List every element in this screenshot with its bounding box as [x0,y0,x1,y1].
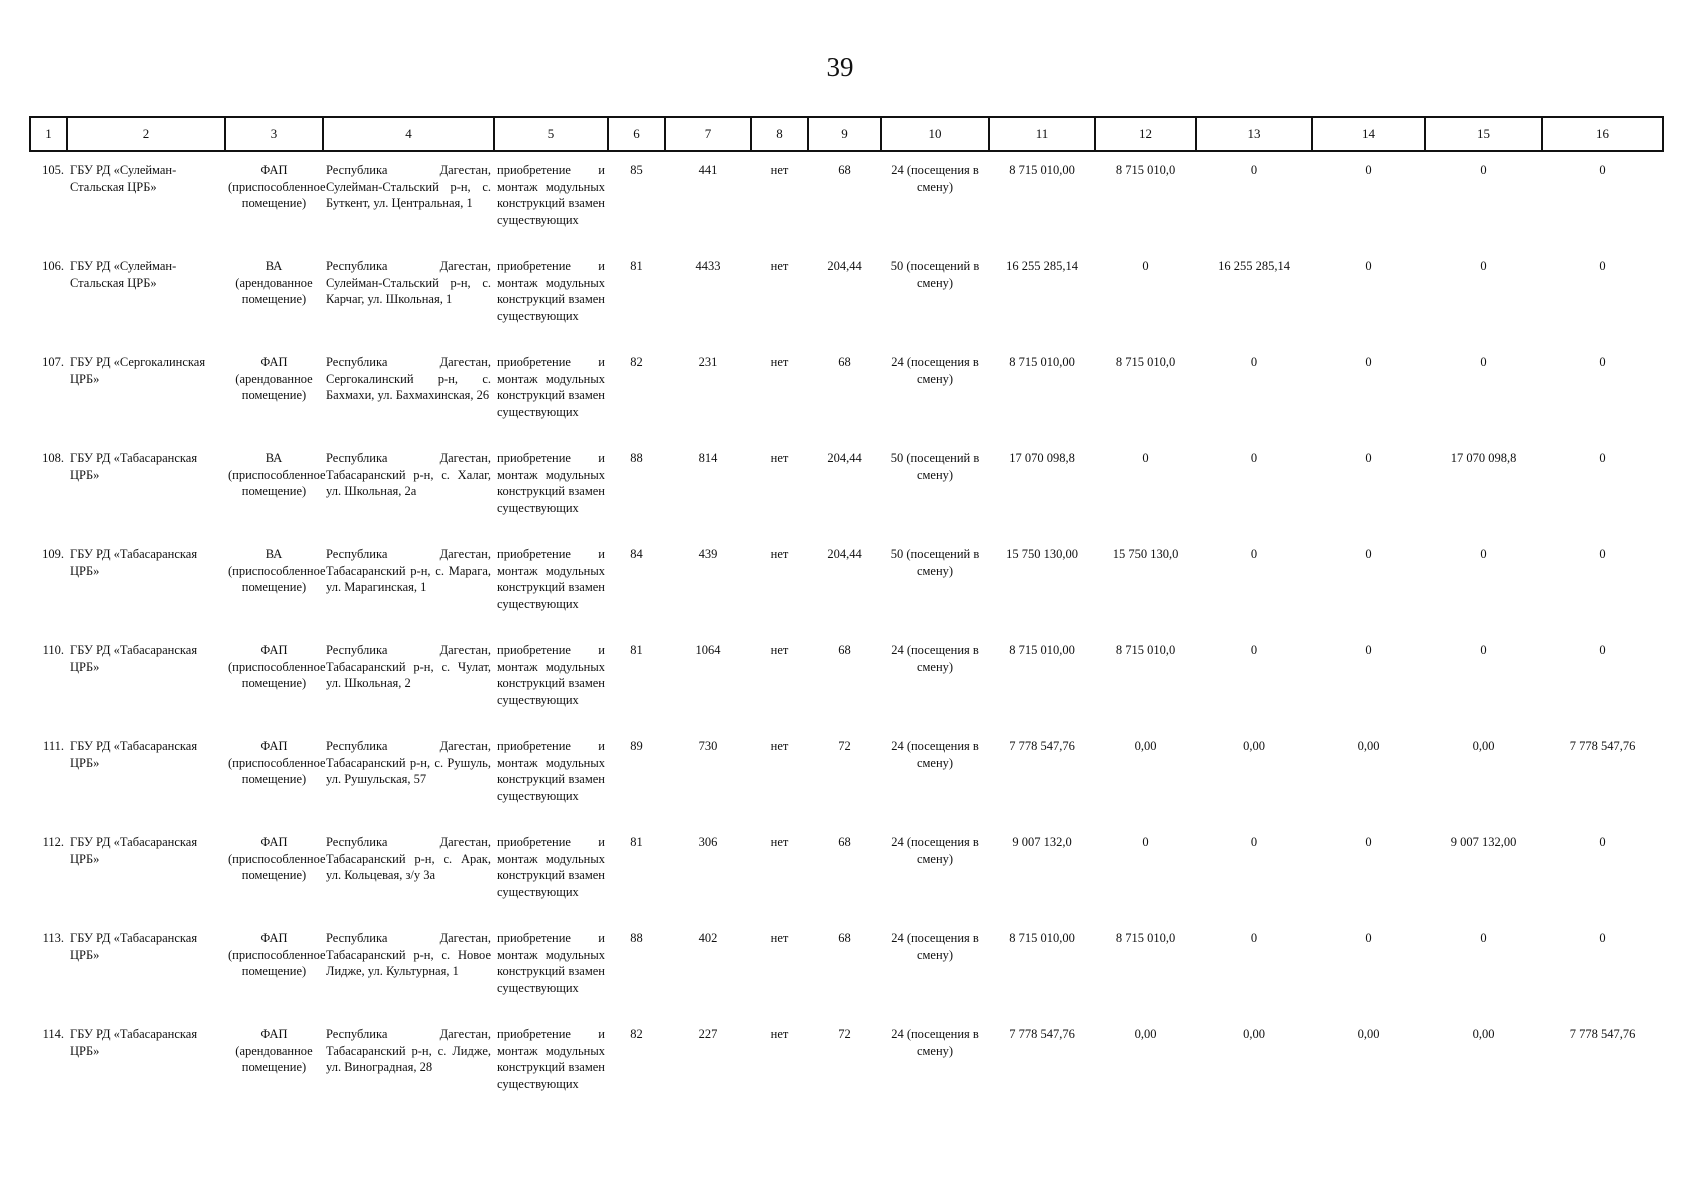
col-12-cell: 0,00 [1134,739,1157,753]
col-13-cell: 0 [1250,355,1258,369]
col-11-cell: 8 715 010,00 [1009,355,1075,369]
col-8-cell: нет [770,835,789,849]
col-9-cell: 72 [838,739,851,753]
col-10-cell: 24 (посещения в смену) [891,835,979,866]
column-header: 14 [1312,117,1425,151]
col-12-cell: 8 715 010,0 [1115,163,1176,177]
col-8-cell: нет [770,259,789,273]
column-header: 4 [323,117,494,151]
column-header: 3 [225,117,323,151]
facility-type-cell: ФАП (приспособленное помещение) [228,931,326,978]
col-15-cell: 0,00 [1472,1027,1495,1041]
col-15-cell: 0 [1480,547,1487,561]
col-12-cell: 0 [1142,835,1149,849]
organization-cell: ГБУ РД «Табасаранская ЦРБ» [70,451,198,482]
col-7-cell: 439 [698,547,718,561]
organization-cell: ГБУ РД «Табасаранская ЦРБ» [70,547,198,578]
col-14-cell: 0 [1365,451,1372,465]
facility-type-cell: ФАП (приспособленное помещение) [228,163,326,210]
col-8-cell: нет [770,931,789,945]
col-10-cell: 24 (посещения в смену) [891,931,979,962]
col-6-cell: 88 [630,931,643,945]
col-7-cell: 231 [698,355,718,369]
row-number-cell: 111. [43,739,64,753]
table-row [30,344,1663,440]
col-15-cell: 0 [1480,355,1487,369]
col-11-cell: 8 715 010,00 [1009,931,1075,945]
col-12-cell: 8 715 010,0 [1115,931,1176,945]
column-header: 16 [1542,117,1663,151]
row-number-cell: 114. [42,1027,64,1041]
col-16-cell: 0 [1599,451,1606,465]
work-type-cell: приобретение и монтаж модульных конструкций взамен существующих [497,739,605,803]
facility-type-cell: ФАП (приспособленное помещение) [228,835,326,882]
address-cell: Республика Дагестан, Табасаранский р-н, с. Марага, ул. Марагинская, 1 [326,547,491,594]
work-type-cell: приобретение и монтаж модульных конструкций взамен существующих [497,355,605,419]
col-11-cell: 8 715 010,00 [1009,163,1075,177]
col-13-cell: 0 [1250,547,1258,561]
address-cell: Республика Дагестан, Табасаранский р-н, с. Новое Лидже, ул. Культурная, 1 [326,931,491,978]
facility-type-cell: ВА (приспособленное помещение) [228,451,326,498]
column-header: 9 [808,117,881,151]
col-9-cell: 204,44 [827,259,862,273]
col-13-cell: 0 [1250,931,1258,945]
col-13-cell: 0,00 [1243,1027,1265,1041]
col-13-cell: 0 [1250,643,1258,657]
col-8-cell: нет [770,547,789,561]
col-10-cell: 24 (посещения в смену) [891,163,979,194]
column-header: 2 [67,117,225,151]
col-9-cell: 68 [838,835,851,849]
col-16-cell: 0 [1599,163,1606,177]
col-7-cell: 402 [698,931,718,945]
address-cell: Республика Дагестан, Сулейман-Стальский р-н, с. Буткент, ул. Центральная, 1 [326,163,491,210]
col-13-cell: 16 255 285,14 [1218,259,1290,273]
col-6-cell: 82 [630,355,643,369]
col-9-cell: 204,44 [827,547,862,561]
col-15-cell: 17 070 098,8 [1450,451,1517,465]
column-header: 6 [608,117,665,151]
work-type-cell: приобретение и монтаж модульных конструкций взамен существующих [497,1027,605,1091]
col-8-cell: нет [770,163,789,177]
header-row [30,117,1663,151]
row-number-cell: 110. [42,643,64,657]
col-9-cell: 68 [838,643,851,657]
column-header: 13 [1196,117,1312,151]
address-cell: Республика Дагестан, Сулейман-Стальский р-н, с. Карчаг, ул. Школьная, 1 [326,259,491,306]
col-6-cell: 82 [630,1027,643,1041]
col-13-cell: 0,00 [1243,739,1265,753]
work-type-cell: приобретение и монтаж модульных конструкций взамен существующих [497,451,605,515]
data-table [29,116,1664,1112]
page-number: 39 [826,52,854,82]
table-row [30,632,1663,728]
col-10-cell: 24 (посещения в смену) [891,643,979,674]
col-14-cell: 0 [1365,835,1372,849]
facility-type-cell: ФАП (приспособленное помещение) [228,739,326,786]
organization-cell: ГБУ РД «Табасаранская ЦРБ» [70,931,198,962]
col-10-cell: 50 (посещений в смену) [890,547,980,578]
col-9-cell: 68 [838,355,851,369]
row-number-cell: 107. [42,355,64,369]
address-cell: Республика Дагестан, Табасаранский р-н, с. Арак, ул. Кольцевая, з/у 3а [326,835,491,882]
col-10-cell: 24 (посещения в смену) [891,355,979,386]
col-14-cell: 0 [1365,643,1372,657]
col-11-cell: 9 007 132,0 [1012,835,1072,849]
col-15-cell: 0,00 [1472,739,1495,753]
col-11-cell: 7 778 547,76 [1009,739,1075,753]
address-cell: Республика Дагестан, Табасаранский р-н, с. Лидже, ул. Виноградная, 28 [326,1027,491,1074]
col-9-cell: 72 [838,1027,851,1041]
address-cell: Республика Дагестан, Табасаранский р-н, с. Чулат, ул. Школьная, 2 [326,643,491,690]
column-header: 12 [1095,117,1196,151]
col-12-cell: 0,00 [1134,1027,1157,1041]
col-16-cell: 0 [1599,643,1606,657]
col-15-cell: 0 [1480,931,1487,945]
work-type-cell: приобретение и монтаж модульных конструкций взамен существующих [497,835,605,899]
column-header: 7 [665,117,751,151]
col-14-cell: 0,00 [1357,739,1380,753]
col-10-cell: 24 (посещения в смену) [891,739,979,770]
col-12-cell: 15 750 130,0 [1112,547,1179,561]
row-number-cell: 113. [42,931,64,945]
col-16-cell: 7 778 547,76 [1569,739,1636,753]
col-10-cell: 24 (посещения в смену) [891,1027,979,1058]
col-14-cell: 0 [1365,163,1372,177]
column-header: 1 [30,117,67,151]
col-13-cell: 0 [1250,451,1258,465]
facility-type-cell: ВА (арендованное помещение) [235,259,313,306]
col-16-cell: 0 [1599,835,1606,849]
address-cell: Республика Дагестан, Табасаранский р-н, с. Рушуль, ул. Рушульская, 57 [326,739,491,786]
col-7-cell: 4433 [695,259,721,273]
col-11-cell: 7 778 547,76 [1009,1027,1075,1041]
col-6-cell: 84 [630,547,643,561]
column-header: 11 [989,117,1095,151]
col-10-cell: 50 (посещений в смену) [890,259,980,290]
col-9-cell: 204,44 [827,451,862,465]
organization-cell: ГБУ РД «Табасаранская ЦРБ» [70,739,198,770]
col-6-cell: 81 [630,835,643,849]
organization-cell: ГБУ РД «Табасаранская ЦРБ» [70,643,198,674]
col-8-cell: нет [770,355,789,369]
col-8-cell: нет [770,739,789,753]
col-14-cell: 0,00 [1357,1027,1380,1041]
table-row [30,248,1663,344]
col-11-cell: 17 070 098,8 [1009,451,1075,465]
col-13-cell: 0 [1250,163,1258,177]
organization-cell: ГБУ РД «Сергокалинская ЦРБ» [70,355,206,386]
col-6-cell: 85 [630,163,643,177]
col-7-cell: 1064 [695,643,721,657]
column-header: 8 [751,117,808,151]
work-type-cell: приобретение и монтаж модульных конструкций взамен существующих [497,643,605,707]
table-row [30,1016,1663,1112]
col-7-cell: 730 [698,739,718,753]
organization-cell: ГБУ РД «Табасаранская ЦРБ» [70,1027,198,1058]
col-14-cell: 0 [1365,931,1372,945]
col-6-cell: 88 [630,451,643,465]
col-6-cell: 89 [630,739,643,753]
table-row [30,440,1663,536]
col-16-cell: 0 [1599,259,1606,273]
row-number-cell: 109. [42,547,64,561]
col-15-cell: 0 [1480,259,1487,273]
col-6-cell: 81 [630,259,643,273]
row-number-cell: 108. [42,451,64,465]
facility-type-cell: ФАП (арендованное помещение) [235,1027,313,1074]
work-type-cell: приобретение и монтаж модульных конструкций взамен существующих [497,163,605,227]
row-number-cell: 112. [42,835,64,849]
work-type-cell: приобретение и монтаж модульных конструкций взамен существующих [497,547,605,611]
table-row [30,824,1663,920]
col-8-cell: нет [770,451,789,465]
row-number-cell: 106. [42,259,64,273]
col-11-cell: 8 715 010,00 [1009,643,1075,657]
table-row [30,536,1663,632]
col-16-cell: 0 [1599,931,1606,945]
col-6-cell: 81 [630,643,643,657]
organization-cell: ГБУ РД «Сулейман-Стальская ЦРБ» [70,163,177,194]
col-12-cell: 8 715 010,0 [1115,643,1176,657]
column-header: 10 [881,117,989,151]
col-16-cell: 0 [1599,547,1606,561]
organization-cell: ГБУ РД «Сулейман-Стальская ЦРБ» [70,259,177,290]
row-number-cell: 105. [42,163,64,177]
facility-type-cell: ВА (приспособленное помещение) [228,547,326,594]
col-11-cell: 15 750 130,00 [1006,547,1078,561]
table-row [30,151,1663,248]
col-7-cell: 441 [698,163,718,177]
col-15-cell: 0 [1480,163,1487,177]
col-12-cell: 0 [1142,259,1149,273]
col-11-cell: 16 255 285,14 [1006,259,1078,273]
col-9-cell: 68 [838,931,851,945]
col-16-cell: 7 778 547,76 [1569,1027,1636,1041]
col-12-cell: 8 715 010,0 [1115,355,1176,369]
col-9-cell: 68 [838,163,851,177]
col-10-cell: 50 (посещений в смену) [890,451,980,482]
col-7-cell: 306 [698,835,718,849]
col-7-cell: 227 [698,1027,718,1041]
col-8-cell: нет [770,1027,789,1041]
organization-cell: ГБУ РД «Табасаранская ЦРБ» [70,835,198,866]
facility-type-cell: ФАП (арендованное помещение) [235,355,313,402]
col-16-cell: 0 [1599,355,1606,369]
facility-type-cell: ФАП (приспособленное помещение) [228,643,326,690]
table-row [30,920,1663,1016]
col-7-cell: 814 [698,451,718,465]
col-14-cell: 0 [1365,547,1372,561]
work-type-cell: приобретение и монтаж модульных конструкций взамен существующих [497,931,605,995]
address-cell: Республика Дагестан, Сергокалинский р-н, с. Бахмахи, ул. Бахмахинская, 26 [326,355,491,402]
col-13-cell: 0 [1250,835,1258,849]
col-12-cell: 0 [1142,451,1149,465]
col-14-cell: 0 [1365,259,1372,273]
column-header: 5 [494,117,608,151]
address-cell: Республика Дагестан, Табасаранский р-н, с. Халаг, ул. Школьная, 2а [326,451,491,498]
table-row [30,728,1663,824]
col-15-cell: 0 [1480,643,1487,657]
work-type-cell: приобретение и монтаж модульных конструкций взамен существующих [497,259,605,323]
column-header: 15 [1425,117,1542,151]
col-15-cell: 9 007 132,00 [1450,835,1517,849]
col-14-cell: 0 [1365,355,1372,369]
col-8-cell: нет [770,643,789,657]
